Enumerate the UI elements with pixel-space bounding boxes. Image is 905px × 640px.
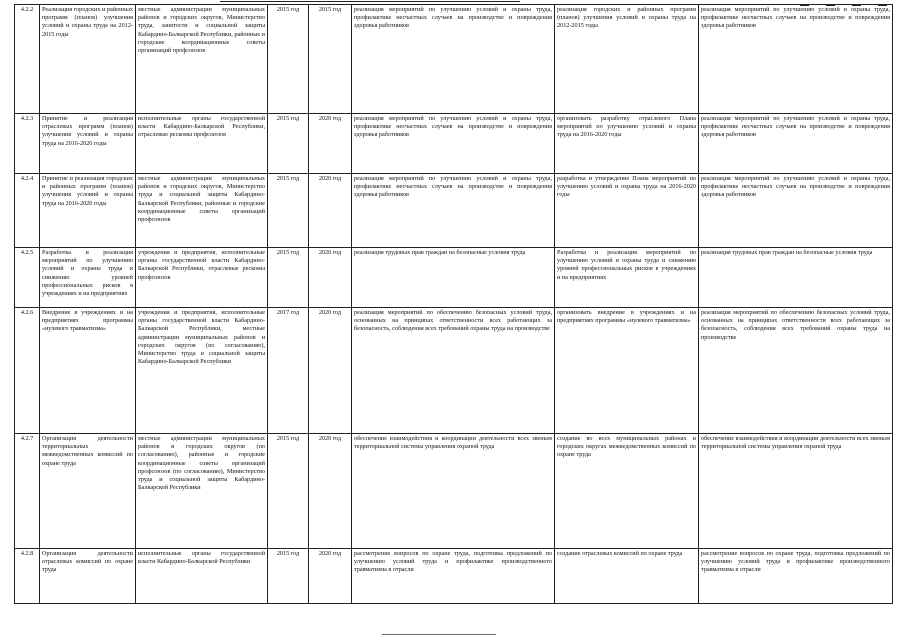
measure-content-cell: реализация городских и районных программ (планов) улучшения условий и охраны труда на 2012-2015 годы [555,5,699,114]
expected-result-cell: обеспечение взаимодействия и координации деятельности всех звеньев территориальной системы управления охраной труда [352,434,555,549]
program-relation-cell: реализация мероприятий по улучшению условий и охраны труда, профилактике несчастных случаев на производстве и повреждения здоровья работников [699,114,893,174]
expected-result-cell: реализация мероприятий по обеспечению безопасных условий труда, основанных на принципах ответственности всех работающих за безопасность, соблюдения всех требований охраны труда на производстве [352,308,555,434]
start-date-cell: 2015 год [268,5,309,114]
top-edge-line [220,1,520,2]
start-date-cell: 2015 год [268,434,309,549]
row-number-cell: 4.2.8 [15,549,40,604]
start-date-cell: 2015 год [268,248,309,308]
start-date-cell: 2015 год [268,549,309,604]
measure-content-cell: создание во всех муниципальных районах и городских округах межведомственных комиссий по охране труда [555,434,699,549]
table-row [15,248,893,308]
end-date-cell: 2020 год [309,549,352,604]
program-relation-cell: реализация мероприятий по улучшению условий и охраны труда, профилактике несчастных случаев на производстве и повреждения здоровья работников [699,174,893,248]
start-date-cell: 2015 год [268,114,309,174]
end-date-cell: 2020 год [309,434,352,549]
table-row [15,5,893,114]
end-date-cell: 2015 год [309,5,352,114]
start-date-cell: 2017 год [268,308,309,434]
table-row [15,174,893,248]
program-relation-cell: рассмотрение вопросов по охране труда, подготовка предложений по улучшению условий труда и профилактике производственного травматизма в отрасли [699,549,893,604]
program-relation-cell: реализация мероприятий по обеспечению безопасных условий труда, основанных на принципах ответственности всех работающих за безопасность, соблюдения всех требований охраны труда на производстве [699,308,893,434]
measures-table [14,4,893,604]
end-date-cell: 2020 год [309,174,352,248]
program-relation-cell: реализация мероприятий по улучшению условий и охраны труда, профилактике несчастных случаев на производстве и повреждения здоровья работников [699,5,893,114]
bottom-edge-line [382,634,496,635]
measure-content-cell: организовать разработку отраслевого Плана мероприятий по улучшению условий и охраны труда на 2016-2020 годы [555,114,699,174]
table-row [15,549,893,604]
measure-content-cell: создание отраслевых комиссий по охране труда [555,549,699,604]
expected-result-cell: реализация мероприятий по улучшению условий и охраны труда, профилактике несчастных случаев на производстве и повреждения здоровья работников [352,174,555,248]
program-relation-cell: обеспечение взаимодействия и координации деятельности всех звеньев территориальной системы управления охраной труда [699,434,893,549]
measure-content-cell: разработка и утверждение Плана мероприятий по улучшению условий и охраны труда на 2016-2020 годы [555,174,699,248]
expected-result-cell: рассмотрение вопросов по охране труда, подготовка предложений по улучшению условий труда и профилактике производственного травматизма в отрасли [352,549,555,604]
measure-name-cell: Организация деятельности территориальных межведомственных комиссий по охране труда [40,434,136,549]
measure-name-cell: Реализация городских и районных программ (планов) улучшения условий и охраны труда на 2012-2015 годы [40,5,136,114]
measure-name-cell: Разработка и реализация мероприятий по улучшению условий и охраны труда и снижению уровней профессиональных рисков в учреждениях и на предприятиях [40,248,136,308]
end-date-cell: 2020 год [309,248,352,308]
row-number-cell: 4.2.3 [15,114,40,174]
row-number-cell: 4.2.4 [15,174,40,248]
measure-name-cell: Принятие и реализация городских и районных программ (планов) улучшения условий и охраны труда на 2016-2020 годы [40,174,136,248]
measure-name-cell: Организация деятельности отраслевых комиссий по охране труда [40,549,136,604]
expected-result-cell: реализация мероприятий по улучшению условий и охраны труда, профилактике несчастных случаев на производстве и повреждения здоровья работников [352,114,555,174]
executors-cell: местные администрации муниципальных районов и городских округов, Министерство труда, занятости и социальной защиты Кабардино-Балкарской Республики, районные и городские координационные советы организаций профсоюзов [136,5,268,114]
expected-result-cell: реализация трудовых прав граждан на безопасные условия труда [352,248,555,308]
start-date-cell: 2015 год [268,174,309,248]
executors-cell: местные администрации муниципальных районов и городских округов (по согласованию), районные и городские координационные советы организаций профсоюзов (по согласованию), Министерство труда и социальной защиты Кабардино-Балкарской Республики [136,434,268,549]
end-date-cell: 2020 год [309,114,352,174]
executors-cell: учреждения и предприятия, исполнительные органы государственной власти Кабардино-Балкарской Республики, отраслевые рескомы профсоюзов [136,248,268,308]
row-number-cell: 4.2.7 [15,434,40,549]
table-row [15,114,893,174]
table-row [15,434,893,549]
row-number-cell: 4.2.6 [15,308,40,434]
executors-cell: учреждения и предприятия, исполнительные органы государственной власти Кабардино-Балкарской Республики, местные администрации муниципальных районов и городских округов (по согласованию), Министерство труда и социальной защиты Кабардино-Балкарской Республики [136,308,268,434]
row-number-cell: 4.2.5 [15,248,40,308]
end-date-cell: 2020 год [309,308,352,434]
measure-name-cell: Внедрение в учреждениях и на предприятиях программы «нулевого травматизма» [40,308,136,434]
measure-content-cell: организовать внедрение в учреждениях и на предприятиях программы «нулевого травматизма» [555,308,699,434]
row-number-cell: 4.2.2 [15,5,40,114]
program-relation-cell: реализация трудовых прав граждан на безопасные условия труда [699,248,893,308]
executors-cell: исполнительные органы государственной власти Кабардино-Балкарской Республики [136,549,268,604]
measure-name-cell: Принятие и реализация отраслевых программ (планов) улучшения условий и охраны труда на 2016-2020 годы [40,114,136,174]
executors-cell: местные администрации муниципальных районов и городских округов, Министерство труда и социальной защиты Кабардино-Балкарской Республики, районные и городские координационные советы организаций профсоюзов [136,174,268,248]
executors-cell: исполнительные органы государственной власти Кабардино-Балкарской Республики, отраслевые рескомы профсоюзов [136,114,268,174]
table-row [15,308,893,434]
measure-content-cell: Разработка и реализация мероприятий по улучшению условий и охраны труда и снижению уровней профессиональных рисков в учреждениях и на предприятиях [555,248,699,308]
expected-result-cell: реализация мероприятий по улучшению условий и охраны труда, профилактике несчастных случаев на производстве и повреждения здоровья работников [352,5,555,114]
